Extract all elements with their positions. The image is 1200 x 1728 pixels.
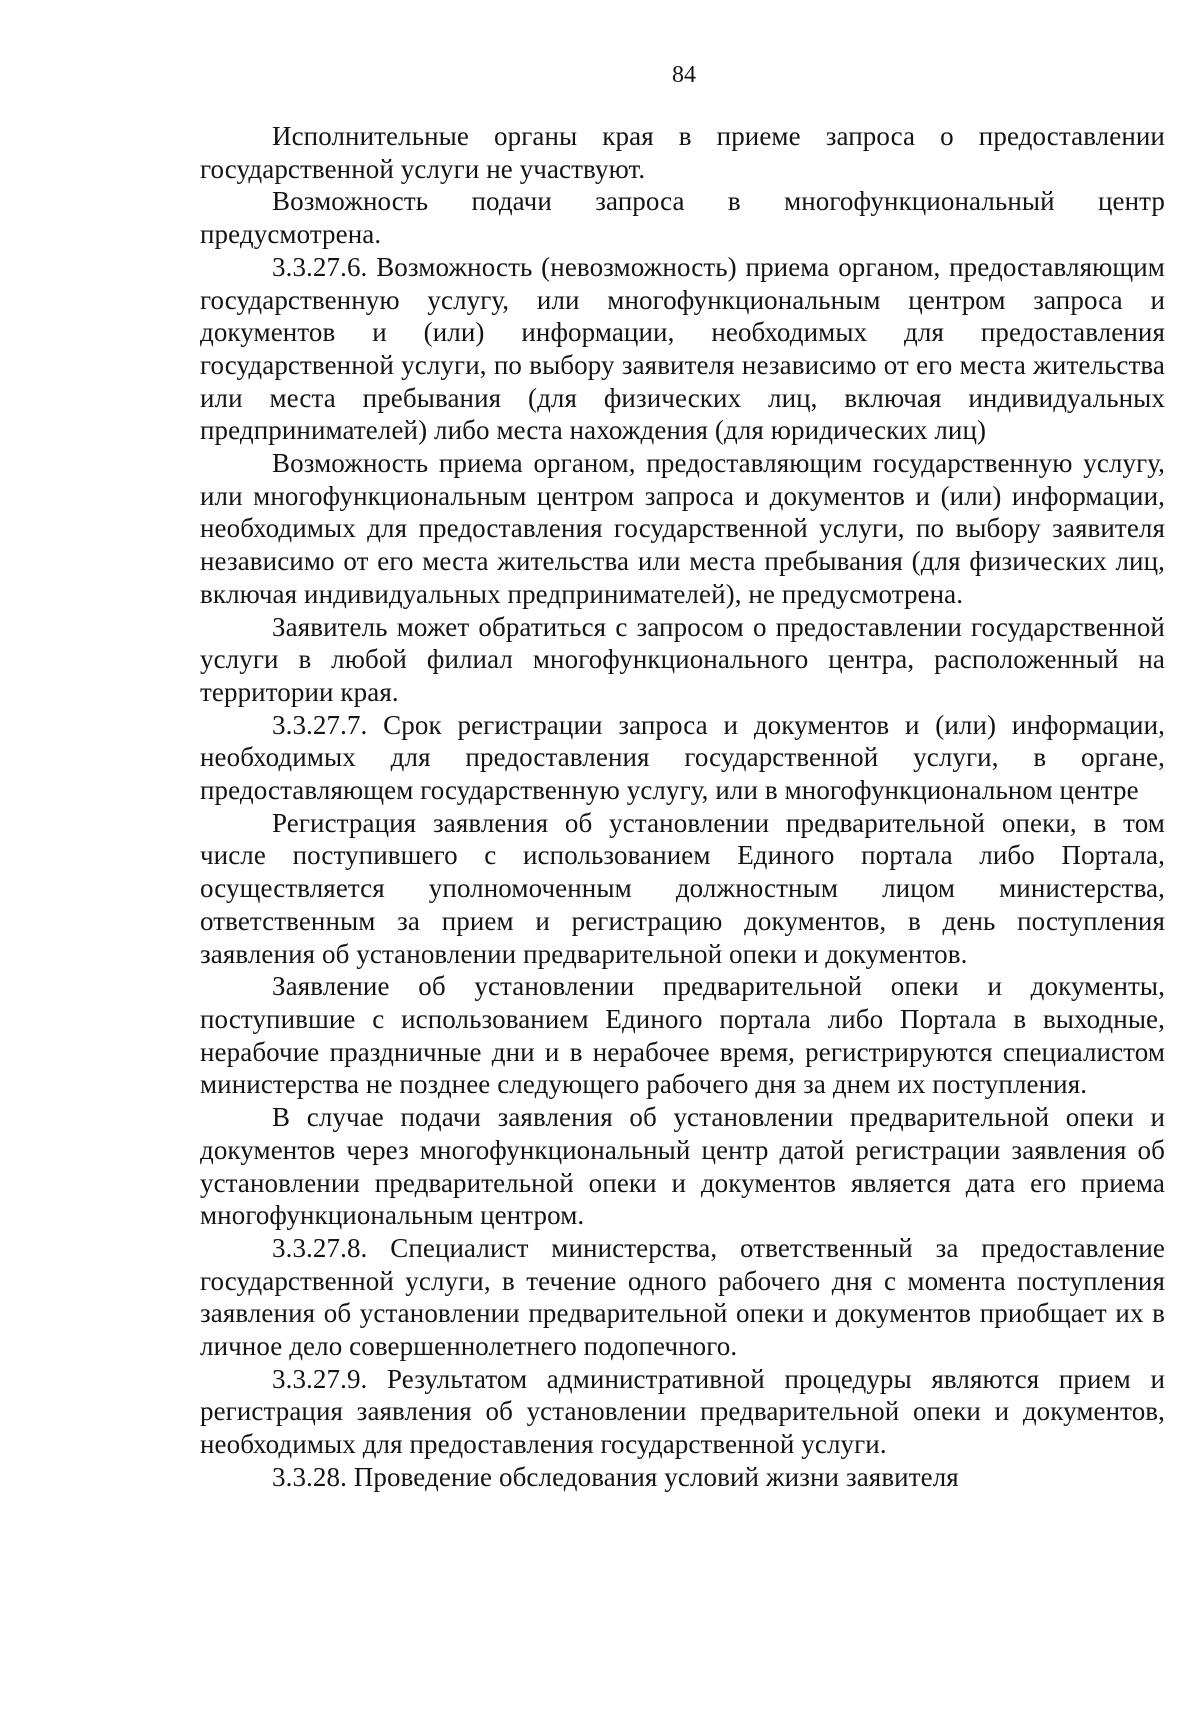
paragraph: 3.3.27.7. Срок регистрации запроса и документов и (или) информации, необходимых для предоставления государственной услуги, в органе, предоставляющем государственную услугу, или в многофункциональном центре bbox=[200, 709, 1165, 806]
paragraph: Заявитель может обратиться с запросом о предоставлении государственной услуги в любой филиал многофункционального центра, расположенный на территории края. bbox=[200, 611, 1165, 707]
paragraph: 3.3.27.9. Результатом административной процедуры являются прием и регистрация заявления об установлении предварительной опеки и документов, необходимых для предоставления государственной услуги. bbox=[200, 1363, 1165, 1460]
section-heading: 3.3.28. Проведение обследования условий жизни заявителя bbox=[272, 1461, 959, 1492]
paragraph: Исполнительные органы края в приеме запроса о предоставлении государственной услуги не участвуют. bbox=[200, 121, 1165, 184]
paragraph: Возможность подачи запроса в многофункциональный центр предусмотрена. bbox=[200, 186, 1165, 250]
paragraph: Заявление об установлении предварительной опеки и документы, поступившие с использованием Единого портала либо Портала в выходные, нерабочие праздничные дни и в нерабочее время, регистрируются специалистом министерства не позднее следующего рабочего дня за днем их поступления. bbox=[200, 971, 1165, 1100]
paragraph: 3.3.27.8. Специалист министерства, ответственный за предоставление государственной услуги, в течение одного рабочего дня с момента поступления заявления об установлении предварительной опеки и документов приобщает их в личное дело совершеннолетнего подопечного. bbox=[200, 1232, 1165, 1362]
paragraph: Возможность приема органом, предоставляющим государственную услугу, или многофункциональным центром запроса и документов и (или) информации, необходимых для предоставления государственной услуги, по выбору заявителя независимо от его места жительства или места пребывания (для физических лиц, включая индивидуальных предпринимателей), не предусмотрена. bbox=[200, 448, 1165, 609]
page-number: 84 bbox=[672, 62, 696, 88]
paragraph: 3.3.27.6. Возможность (невозможность) приема органом, предоставляющим государственную услугу, или многофункциональным центром запроса и документов и (или) информации, необходимых для предоставления государственной услуги, по выбору заявителя независимо от его места жительства или места пребывания (для физических лиц, включая индивидуальных предпринимателей) либо места нахождения (для юридических лиц) bbox=[200, 251, 1165, 446]
document-body bbox=[200, 120, 1165, 1494]
paragraph: В случае подачи заявления об установлении предварительной опеки и документов через многофункциональный центр датой регистрации заявления об установлении предварительной опеки и документов является дата его приема многофункциональным центром. bbox=[200, 1102, 1165, 1231]
paragraph: Регистрация заявления об установлении предварительной опеки, в том числе поступившего с использованием Единого портала либо Портала, осуществляется уполномоченным должностным лицом министерства, ответственным за прием и регистрацию документов, в день поступления заявления об установлении предварительной опеки и документов. bbox=[200, 807, 1165, 969]
